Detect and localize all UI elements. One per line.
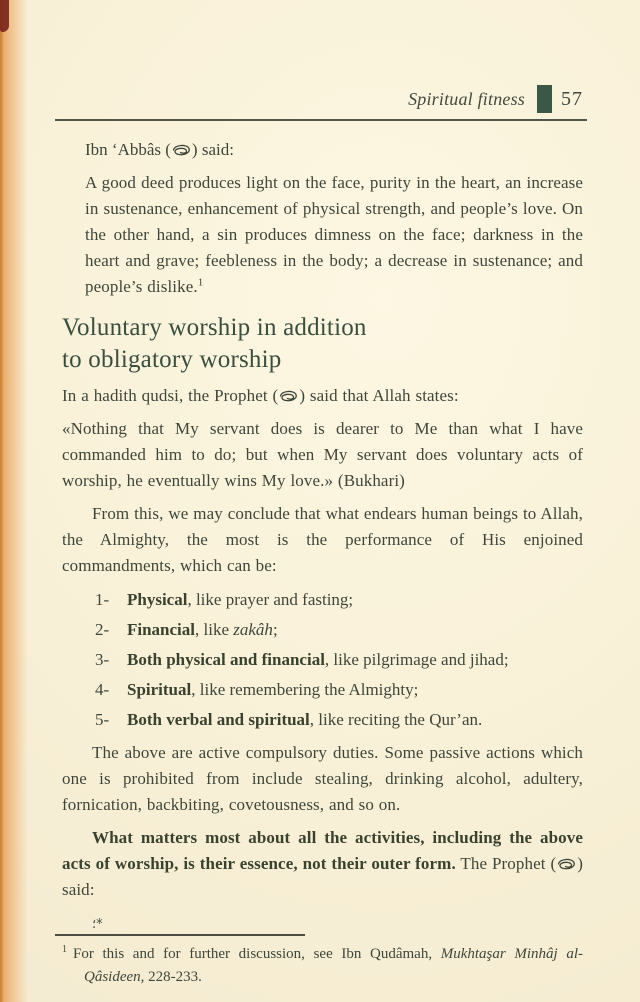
list-item-number: 4-	[95, 680, 110, 699]
list-item-term: Financial	[127, 620, 196, 639]
essence-text-post: ) said:	[62, 854, 583, 899]
list-item	[95, 587, 583, 613]
footnote-separator-rule	[55, 934, 305, 936]
footnote-book-title: Mukhtaşar Minhâj al-Qâsideen	[84, 946, 583, 985]
honorific-calligraphy-icon	[278, 388, 299, 403]
attribution-text-pre: Ibn ‘Abbâs (	[85, 140, 171, 159]
worship-types-list	[62, 587, 583, 733]
list-item-text: Both physical and financial, like pilgrimage and jihad;	[127, 650, 509, 669]
hadith-intro-line	[62, 383, 583, 409]
header-rule	[55, 119, 587, 121]
footnote-text-pre: For this and for further discussion, see Ibn Qudâmah,	[73, 946, 441, 962]
running-title: Spiritual fitness	[408, 88, 525, 109]
list-item-term: Both physical and financial	[127, 650, 325, 669]
list-item-term: Physical	[127, 590, 188, 609]
list-item	[95, 617, 583, 643]
list-item-term: Both verbal and spiritual	[127, 710, 310, 729]
hadith-qudsi-quote: «Nothing that My servant does is dearer to Me than what I have commanded him to do; but when My servant does voluntary acts of worship, he eventually wins My love.» (Bukhari)	[62, 419, 583, 490]
conclusion-paragraph: From this, we may conclude that what endears human beings to Allah, the Almighty, the most is the performance of His enjoined commandments, which can be:	[62, 504, 583, 575]
footnote-text-post: , 228-233.	[140, 969, 202, 985]
section-heading-line-1: Voluntary worship in addition	[62, 314, 367, 341]
list-item-number: 3-	[95, 650, 110, 669]
section-heading	[62, 312, 583, 376]
list-item-term: Spiritual	[127, 680, 192, 699]
essence-text-pre: The Prophet (	[455, 854, 557, 873]
hadith-intro-post: ) said that Allah states:	[299, 386, 459, 405]
essence-paragraph	[62, 825, 583, 903]
list-item	[95, 707, 583, 733]
essence-bold-text: What matters most about all the activities, including the above acts of worship, is their essence, not their outer form.	[62, 828, 583, 873]
list-item	[95, 677, 583, 703]
honorific-calligraphy-icon	[171, 142, 192, 157]
page-number: 57	[561, 87, 583, 110]
hadith-intro-pre: In a hadith qudsi, the Prophet (	[62, 386, 279, 405]
deed-quote-text: A good deed produces light on the face, purity in the heart, an increase in sustenance, enhancement of physical strength, and people’s love. On the other hand, a sin produces dimness on the face; darkness in the heart and grave; feebleness in the body; a decrease in sustenance; and people’s dislike.	[85, 173, 583, 296]
arabic-catchword-mark: ؛*	[92, 917, 103, 932]
footnote-reference-mark: 1	[197, 276, 204, 289]
list-item-text: Spiritual, like remembering the Almighty;	[127, 680, 419, 699]
deed-quote-block	[85, 170, 583, 300]
passive-actions-paragraph: The above are active compulsory duties. Some passive actions which one is prohibited from include stealing, drinking alcohol, adultery, fornication, backbiting, covetousness, and so on.	[62, 743, 583, 814]
honorific-calligraphy-icon	[556, 856, 577, 871]
list-item-number: 2-	[95, 620, 110, 639]
list-item-number: 5-	[95, 710, 110, 729]
list-item-number: 1-	[95, 590, 110, 609]
section-heading-line-2: to obligatory worship	[62, 346, 282, 373]
list-item-text: Both verbal and spiritual, like reciting the Qur’an.	[127, 710, 483, 729]
page-header	[62, 84, 583, 114]
footnote-number: 1	[62, 944, 67, 955]
chapter-marker-block	[537, 85, 552, 113]
list-item	[95, 647, 583, 673]
list-item-text: Financial, like zakâh;	[127, 620, 278, 639]
list-item-text: Physical, like prayer and fasting;	[127, 590, 354, 609]
attribution-text-post: ) said:	[191, 140, 234, 159]
attribution-line	[85, 137, 583, 163]
footnote	[62, 943, 583, 989]
